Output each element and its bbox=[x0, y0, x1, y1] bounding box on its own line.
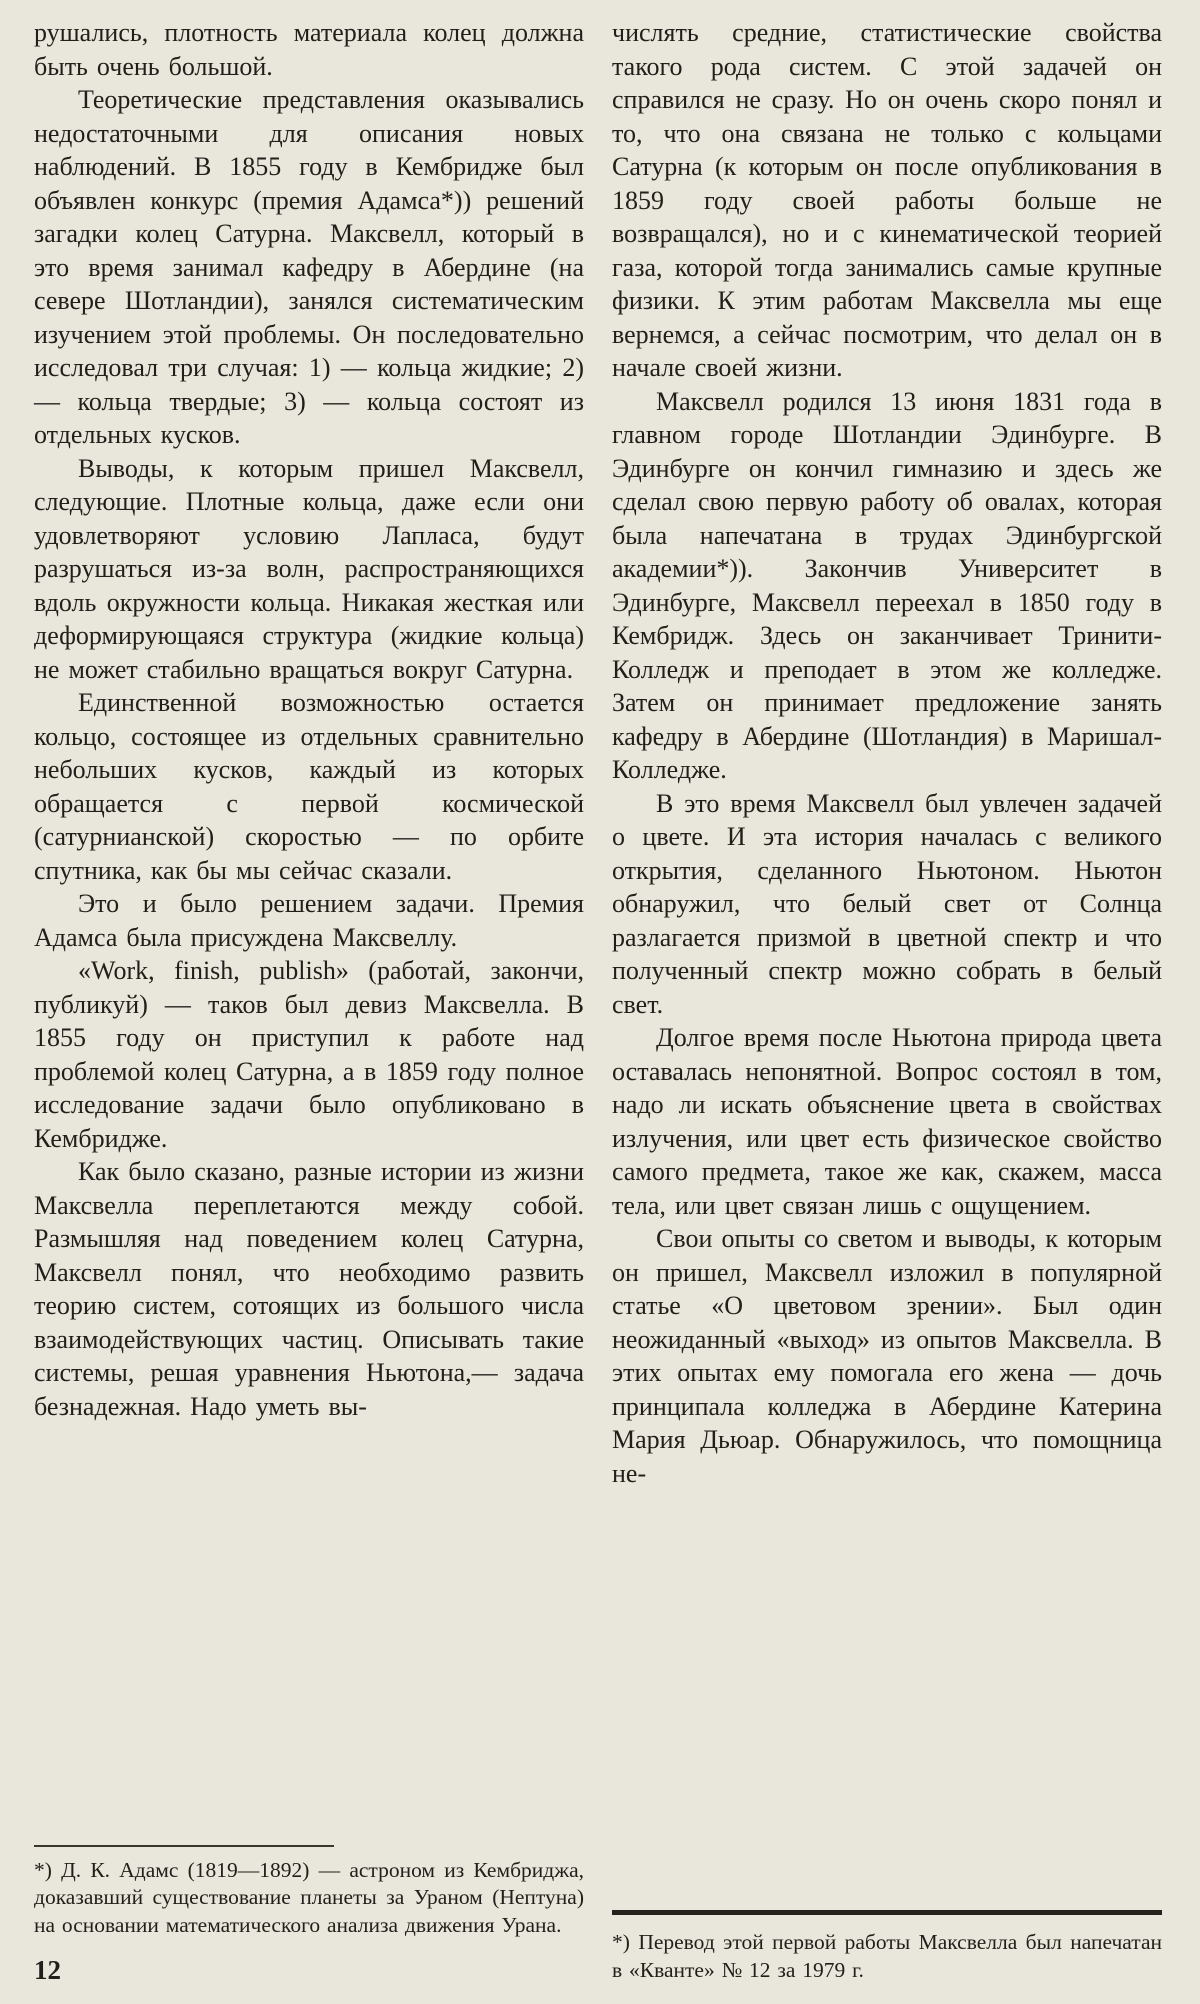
paragraph: Выводы, к которым пришел Максвелл, следующие. Плотные кольца, даже если они удовлетворяют условию Лапласа, будут разрушаться из-за волн, распространяющихся вдоль окружности кольца. Никакая жесткая или деформирующаяся структура (жидкие кольца) не может стабильно вращаться вокруг Сатурна. bbox=[34, 453, 584, 684]
left-column bbox=[34, 16, 584, 1984]
paragraph: «Work, finish, publish» (работай, закончи, публикуй) — таков был девиз Максвелла. В 1855 году он приступил к работе над проблемой колец Сатурна, а в 1859 году полное исследование задачи было опубликовано в Кембридже. bbox=[34, 956, 584, 1153]
paragraph: В это время Максвелл был увлечен задачей о цвете. И эта история началась с великого открытия, сделанного Ньютоном. Ньютон обнаружил, что белый свет от Солнца разлагается призмой в цветной спектр и что полученный спектр можно собрать в белый свет. bbox=[612, 788, 1162, 1019]
page-number: 12 bbox=[34, 1955, 61, 1985]
left-footnote-block bbox=[34, 1833, 584, 1985]
paragraph: рушались, плотность материала колец должна быть очень большой. bbox=[34, 18, 584, 81]
paragraph: Единственной возможностью остается кольцо, состоящее из отдельных сравнительно небольших кусков, каждый из которых обращается с первой космической (сатурнианской) скоростью — по орбите спутника, как бы мы сейчас сказали. bbox=[34, 688, 584, 885]
section-rule bbox=[612, 1910, 1162, 1915]
paragraph: Теоретические представления оказывались недостаточными для описания новых наблюдений. В 1855 году в Кембридже был объявлен конкурс (премия Адамса*)) решений загадки колец Сатурна. Максвелл, который в это время занимал кафедру в Абердине (на севере Шотландии), занялся систематическим изучением этой проблемы. Он последовательно исследовал три случая: 1) — кольца жидкие; 2) — кольца твердые; 3) — кольца состоят из отдельных кусков. bbox=[34, 85, 584, 449]
footnote-text: *) Перевод этой первой работы Максвелла был напечатан в «Кванте» № 12 за 1979 г. bbox=[612, 1930, 1162, 1982]
footnote-rule bbox=[34, 1845, 334, 1847]
paragraph: Это и было решением задачи. Премия Адамса была присуждена Максвеллу. bbox=[34, 889, 584, 952]
paragraph: Как было сказано, разные истории из жизни Максвелла переплетаются между собой. Размышляя над поведением колец Сатурна, Максвелл понял, что необходимо развить теорию систем, сотоящих из большого числа взаимодействующих частиц. Описывать такие системы, решая уравнения Ньютона,— задача безнадежная. Надо уметь вы- bbox=[34, 1157, 584, 1421]
footnote-text: *) Д. К. Адамс (1819—1892) — астроном из Кембриджа, доказавший существование планеты за Ураном (Нептуна) на основании математического анализа движения Урана. bbox=[34, 1857, 584, 1937]
right-column bbox=[612, 16, 1162, 1984]
right-footnote-block bbox=[612, 1898, 1162, 1984]
paragraph: Свои опыты со светом и выводы, к которым он пришел, Максвелл изложил в популярной статье «О цветовом зрении». Был один неожиданный «выход» из опытов Максвелла. В этих опытах ему помогала его жена — дочь принципала колледжа в Абердине Катерина Мария Дьюар. Обнаружилось, что помощница не- bbox=[612, 1224, 1162, 1488]
paragraph: Долгое время после Ньютона природа цвета оставалась непонятной. Вопрос состоял в том, надо ли искать объяснение цвета в свойствах излучения, или цвет есть физическое свойство самого предмета, такое же как, скажем, масса тела, или цвет связан лишь с ощущением. bbox=[612, 1023, 1162, 1220]
paragraph: числять средние, статистические свойства такого рода систем. С этой задачей он справился не сразу. Но он очень скоро понял и то, что она связана не только с кольцами Сатурна (к которым он после опубликования в 1859 году своей работы больше не возвращался), но и с кинематической теорией газа, которой тогда занимались самые крупные физики. К этим работам Максвелла мы еще вернемся, а сейчас посмотрим, что делал он в начале своей жизни. bbox=[612, 18, 1162, 382]
paragraph: Максвелл родился 13 июня 1831 года в главном городе Шотландии Эдинбурге. В Эдинбурге он кончил гимназию и здесь же сделал свою первую работу об овалах, которая была напечатана в трудах Эдинбургской академии*)). Закончив Университет в Эдинбурге, Максвелл переехал в 1850 году в Кембридж. Здесь он заканчивает Тринити-Колледж и преподает в этом же колледже. Затем он принимает предложение занять кафедру в Абердине (Шотландия) в Маришал-Колледже. bbox=[612, 386, 1162, 784]
